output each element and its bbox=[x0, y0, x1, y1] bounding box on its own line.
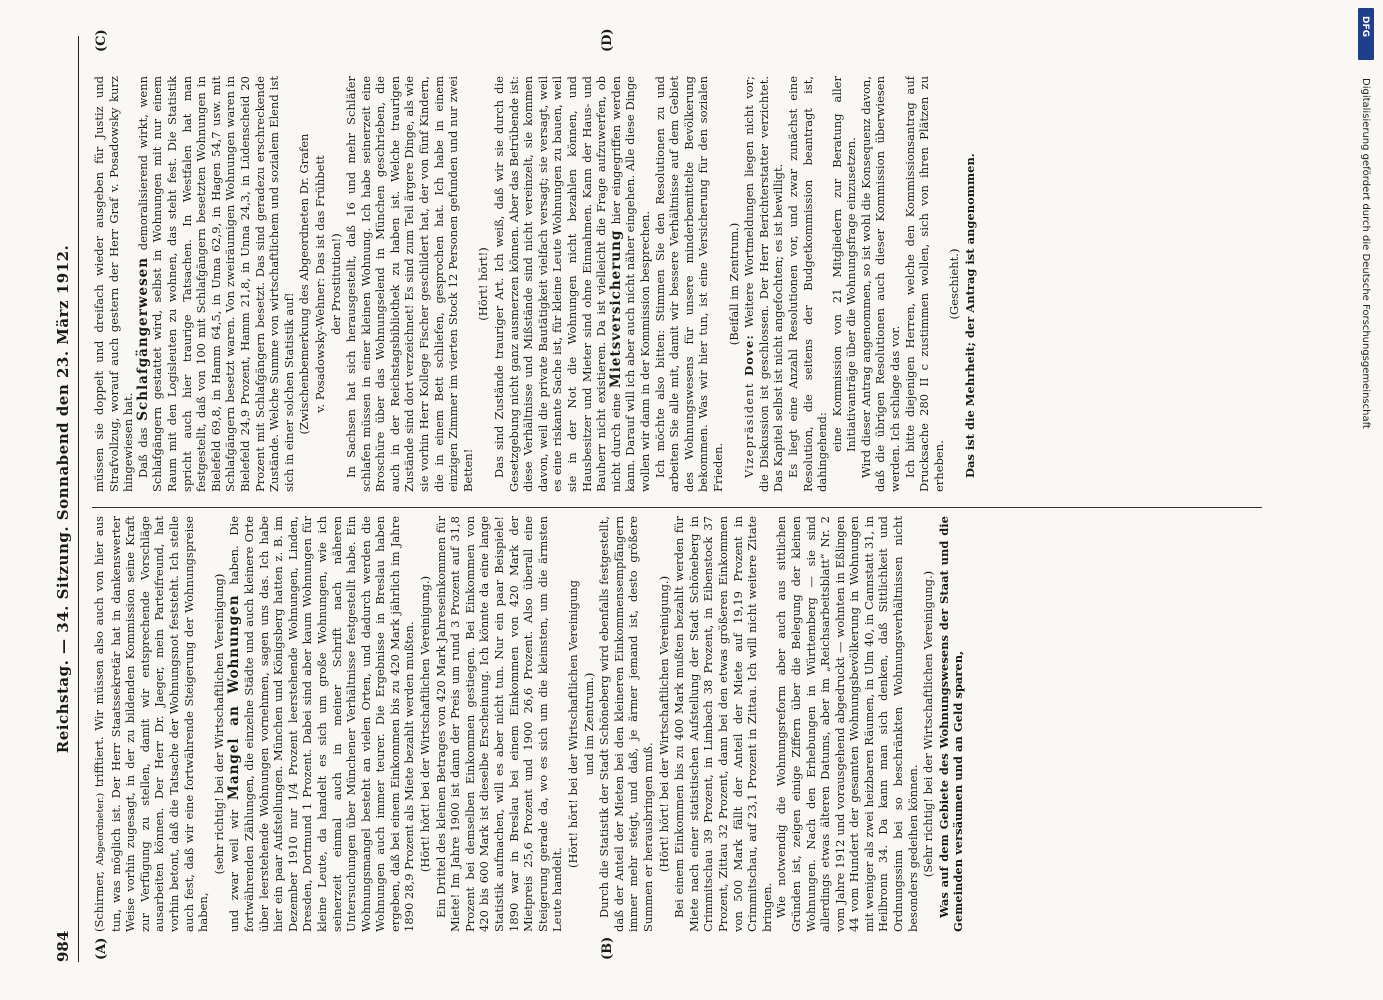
paragraph bbox=[492, 76, 653, 492]
interjection: (Hört! hört! bei der Wirtschaftlichen Vereinigung.) bbox=[418, 575, 433, 873]
digitization-credit-text: Digitalisierung gefördert durch die Deutsche Forschungsgemeinschaft bbox=[1360, 78, 1371, 429]
paragraph bbox=[92, 516, 211, 932]
dfg-logo bbox=[1358, 8, 1374, 60]
paragraph: In Sachsen hat sich herausgestellt, daß 16 und mehr Schläfer schlafen müssen in einer kleinen Wohnung. Ich habe seinerzeit eine Broschüre über das Wohnungselend in München geschrieben, die auch in der Reichstagsbibliothek zu haben ist. Welche traurigen Zustände sind dort verzeichnet! Es sind zum Teil ärgere Dinge, als wie sie vorhin Herr Kollege Fischer geschildert hat, der von fünf Kindern, die in einem Bett schliefen, gesprochen hat. Ich habe in einem einzigen Zimmer im vierten Stock 12 Personen gefunden und nur zwei Betten! bbox=[344, 76, 475, 492]
paragraph: Wird dieser Antrag angenommen, so ist wohl die Konsequenz davon, daß die übrigen Resolutionen auch dieser Kommission überwiesen werden. Ich schlage das vor. bbox=[858, 76, 903, 492]
interjection: (Geschieht.) bbox=[947, 248, 962, 320]
right-column bbox=[92, 76, 1262, 492]
paragraph bbox=[227, 516, 417, 932]
emphasis-heading: Schlafgängerwesen bbox=[134, 256, 151, 421]
margin-marker-a: (A) bbox=[94, 937, 109, 960]
paragraph: Ein Drittel des kleinen Betrages von 420 Mark Jahreseinkommen für Miete! Im Jahre 1900 ist dann der Preis um rund 3 Prozent auf 31,8 Prozent bei demselben Einkommen gestiegen. Bei Einkommen von 420 bis 600 Mark ist dieselbe Erscheinung. Ich könnte da eine lange Statistik aufmachen, will es aber nicht tun. Nur ein paar Beispiele! 1890 war in Breslau bei einem Einkommen von 420 Mark der Mietpreis 25,6 Prozent und 1900 26,6 Prozent. Also überall eine Steigerung gerade da, wo es sich um die kleinsten, um die ärmsten Leute handelt. bbox=[433, 516, 565, 932]
left-column bbox=[92, 516, 1262, 932]
paragraph: müssen sie doppelt und dreifach wieder ausgeben für Justiz und Strafvollzug, worauf auch gestern der Herr Graf v. Posadowsky kurz hingewiesen hat. bbox=[92, 76, 136, 492]
paragraph: Wie notwendig die Wohnungsreform aber auch aus sittlichen Gründen ist, zeigen einige Ziffern über die Belegung der kleinen Wohnungen. Nach den Erhebungen in Württemberg — sie sind allerdings etwas älteren Datums, aber im „Reichsarbeitsblatt“ Nr. 2 vom Jahre 1912 und vorausgehend abgedruckt — wohnten in Eßlingen 44 vom Hundert der gesamten Wohnungsbevölkerung in Wohnungen mit weniger als zwei heizbaren Räumen, in Ulm 40, in Cannstatt 31, in Heilbronn 34. Da kann man sich denken, daß Sittlichkeit und Ordnungssinn bei so beschränkten Wohnungsverhältnissen nicht besonders gedeihen können. bbox=[774, 516, 920, 932]
interjection: der Prostitution!) bbox=[328, 233, 343, 335]
paragraph bbox=[136, 76, 297, 492]
header-rule bbox=[78, 36, 79, 962]
quoted-resolution: eine Kommission von 21 Mitgliedern zur Beratung aller Initiativanträge über die Wohnungsfrage einzusetzen. bbox=[829, 76, 859, 452]
paragraph: Es liegt eine Anzahl Resolutionen vor, und zwar zunächst eine Resolution, die seitens der Budgetkommission beantragt ist, dahingehend: bbox=[785, 76, 830, 492]
paragraph-text: hier eingegriffen werden kann. Darauf will ich aber auch nicht näher eingehen. Alle diese Dinge wollen wir dann in der Kommission besprechen. bbox=[608, 76, 652, 492]
margin-marker-b: (B) bbox=[600, 936, 615, 960]
interjection: (Sehr richtig! bei der Wirtschaftlichen Vereinigung.) bbox=[921, 570, 936, 878]
digitization-credit bbox=[1359, 78, 1375, 998]
paragraph-text: haben. Die fortwährenden Zählungen, die einzelne Städte und auch kleinere Orte über leerstehende Wohnungen vornehmen, sagen uns das. Ich habe hier ein paar Aufstellungen. München und Königsberg hatten z. B. im Dezember 1910 nur 1/4 Prozent leerstehende Wohnungen, Linden, Dresden, Dortmund 1 Prozent. Dabei sind aber kaum Wohnungen für kleine Leute, da handelt es sich um große Wohnungen, wie ich seinerzeit einmal auch in meiner Schrift nach näheren Untersuchungen über Münchener Verhältnisse festgestellt habe. Ein Wohnungsmangel besteht an vielen Orten, und dadurch werden die Wohnungen auch immer teurer. Die Ergebnisse in Breslau haben ergeben, daß bei einem Einkommen bis zu 420 Mark jährlich im Jahre 1890 28,9 Prozent als Miete bezahlt werden mußten. bbox=[227, 516, 417, 932]
digitization-sidebar bbox=[1351, 8, 1383, 1000]
interjection: (Hört! hört!) bbox=[476, 247, 491, 321]
interjection: (sehr richtig! bei der Wirtschaftlichen Vereinigung) bbox=[211, 573, 226, 875]
speaker-name: Dove: bbox=[742, 334, 757, 376]
interjection: (Hört! hört! bei der Wirtschaftlichen Vereinigung bbox=[566, 580, 580, 869]
column-divider bbox=[92, 507, 1262, 508]
dfg-logo-text: DFG bbox=[1360, 16, 1370, 38]
paragraph-text: und zwar weil wir bbox=[227, 809, 242, 932]
interjection: (Hört! hört! bei der Wirtschaftlichen Vereinigung.) bbox=[656, 575, 671, 873]
paragraph-text: Das sind Zustände trauriger Art. Ich weiß, daß wir sie durch die Gesetzgebung nicht ganz ausmerzen können. Aber das Betrübende ist: diese Verhältnisse und Mißstände sind nicht vereinzelt, sie kommen davon, weil die private Bautätigkeit vielfach versagt; sie versagt, weil es eine riskante Sache ist, für kleine Leute Wohnungen zu bauen, weil sie in der Not die Wohnungen nicht bezahlen können, und Hausbesitzer und Mieter sind ohne Einnahmen. Kann der Haus- und Bauherr nicht existieren. Da ist vielleicht die Frage aufzuwerfen, ob nicht durch eine bbox=[492, 76, 623, 492]
interjection: (Zwischenbemerkung des Abgeordneten Dr. Grafen bbox=[297, 133, 312, 435]
margin-marker-c: (C) bbox=[94, 29, 109, 52]
paragraph: Durch die Statistik der Stadt Schöneberg wird ebenfalls festgestellt, daß der Anteil der Mieten bei den kleineren Einkommensempfängern immer mehr steigt, und daß, je ärmer jemand ist, desto größere Summen er herausbringen muß. bbox=[597, 516, 655, 932]
speaker-role: Vizepräsident bbox=[742, 382, 757, 478]
paragraph-text: Weitere Wortmeldungen liegen nicht vor; die Diskussion ist geschlossen. Der Herr Berichterstatter verzichtet. Das Kapitel selbst ist nicht angefochten; es ist bewilligt. bbox=[742, 76, 786, 492]
emphasis-heading: Mangel an Wohnungen bbox=[226, 594, 243, 801]
paragraph-text: demoralisierend wirkt, wenn Schlafgängern gestattet wird, selbst in Wohnungen mit nur einem Raum mit den Logisleuten zu wohnen, das steht fest. Die Statistik spricht auch hier traurige Tatsachen. In Westfalen hat man festgestellt, daß von 100 mit Schlafgängern besetzten Wohnungen in Bielefeld 69,8, in Hamm 64,5, in Unna 62,9, in Hagen 54,7 usw. mit Schlafgängern besetzt waren. Von zweiräumigen Wohnungen waren in Bielefeld 24,9 Prozent, Hamm 21,8, in Unna 24,3, in Lüdenscheid 20 Prozent mit Schlafgängern besetzt. Das sind geradezu erschreckende Zustände. Welche Summe von wirtschaftlichem und sozialem Elend ist sich in einer solchen Statistik auf! bbox=[135, 76, 296, 492]
page-header bbox=[54, 36, 80, 962]
paragraph-text: Daß das bbox=[135, 427, 150, 478]
speaker-name: (Schirmer, bbox=[92, 871, 106, 932]
paragraph-text: trifftiert. Wir müssen also auch von hier aus tun, was möglich ist. Der Herr Staatssekretär hat in dankenswerter Weise vorhin zugesagt, in der zu bildenden Kommission seine Kraft zur Verfügung zu stellen, damit wir entsprechende Vorschläge ausarbeiten können. Der Herr Dr. Jaeger, mein Parteifreund, hat vorhin betont, daß die Tatsache der Wohnungsnot feststeht. Ich stelle auch fest, daß wir eine fortwährende Steigerung der Wohnungspreise haben, bbox=[92, 516, 211, 932]
paragraph: Bei einem Einkommen bis zu 400 Mark mußten bezahlt werden für Miete nach einer statistischen Aufstellung der Stadt Schöneberg in Crimmitschau 39 Prozent, in Limbach 38 Prozent, in Eibenstock 37 Prozent, Zittau 32 Prozent, dann bei den etwas größeren Einkommen von 500 Mark fällt der Anteil der Miete auf 19,19 Prozent in Crimmitschau, auf 23,1 Prozent in Zittau. Ich will nicht weitere Zitate bringen. bbox=[672, 516, 774, 932]
margin-marker-d: (D) bbox=[600, 28, 615, 52]
page-number: 984 bbox=[54, 930, 72, 962]
paragraph bbox=[742, 76, 786, 492]
page-title: Reichstag. — 34. Sitzung. Sonnabend den 23. März 1912. bbox=[54, 244, 72, 754]
interjection: (Beifall im Zentrum.) bbox=[726, 222, 741, 346]
paragraph: Was auf dem Gebiete des Wohnungswesens der Staat und die Gemeinden versäumen und an Geld sparen, bbox=[936, 516, 966, 932]
emphasis-heading: Mietsversicherung bbox=[607, 229, 624, 389]
interjection: v. Posadowsky-Wehner: Das ist das Frühbett bbox=[312, 155, 327, 413]
interjection: und im Zentrum.) bbox=[581, 672, 596, 776]
paragraph: Ich möchte also bitten: Stimmen Sie den Resolutionen zu und arbeiten Sie alle mit, damit wir bessere Verhältnisse auf dem Gebiet des Wohnungswesens für unsere minderbemittelte Bevölkerung bekommen. Was wir hier tun, ist eine Versicherung für den sozialen Frieden. bbox=[652, 76, 725, 492]
paragraph: Ich bitte diejenigen Herren, welche den Kommissionsantrag auf Drucksache 280 II c zustimmen wollen, sich von ihren Plätzen zu erheben. bbox=[902, 76, 946, 492]
paragraph: Das ist die Mehrheit; der Antrag ist angenommen. bbox=[963, 153, 978, 478]
speaker-role: Abgeordneter.) bbox=[95, 792, 106, 866]
